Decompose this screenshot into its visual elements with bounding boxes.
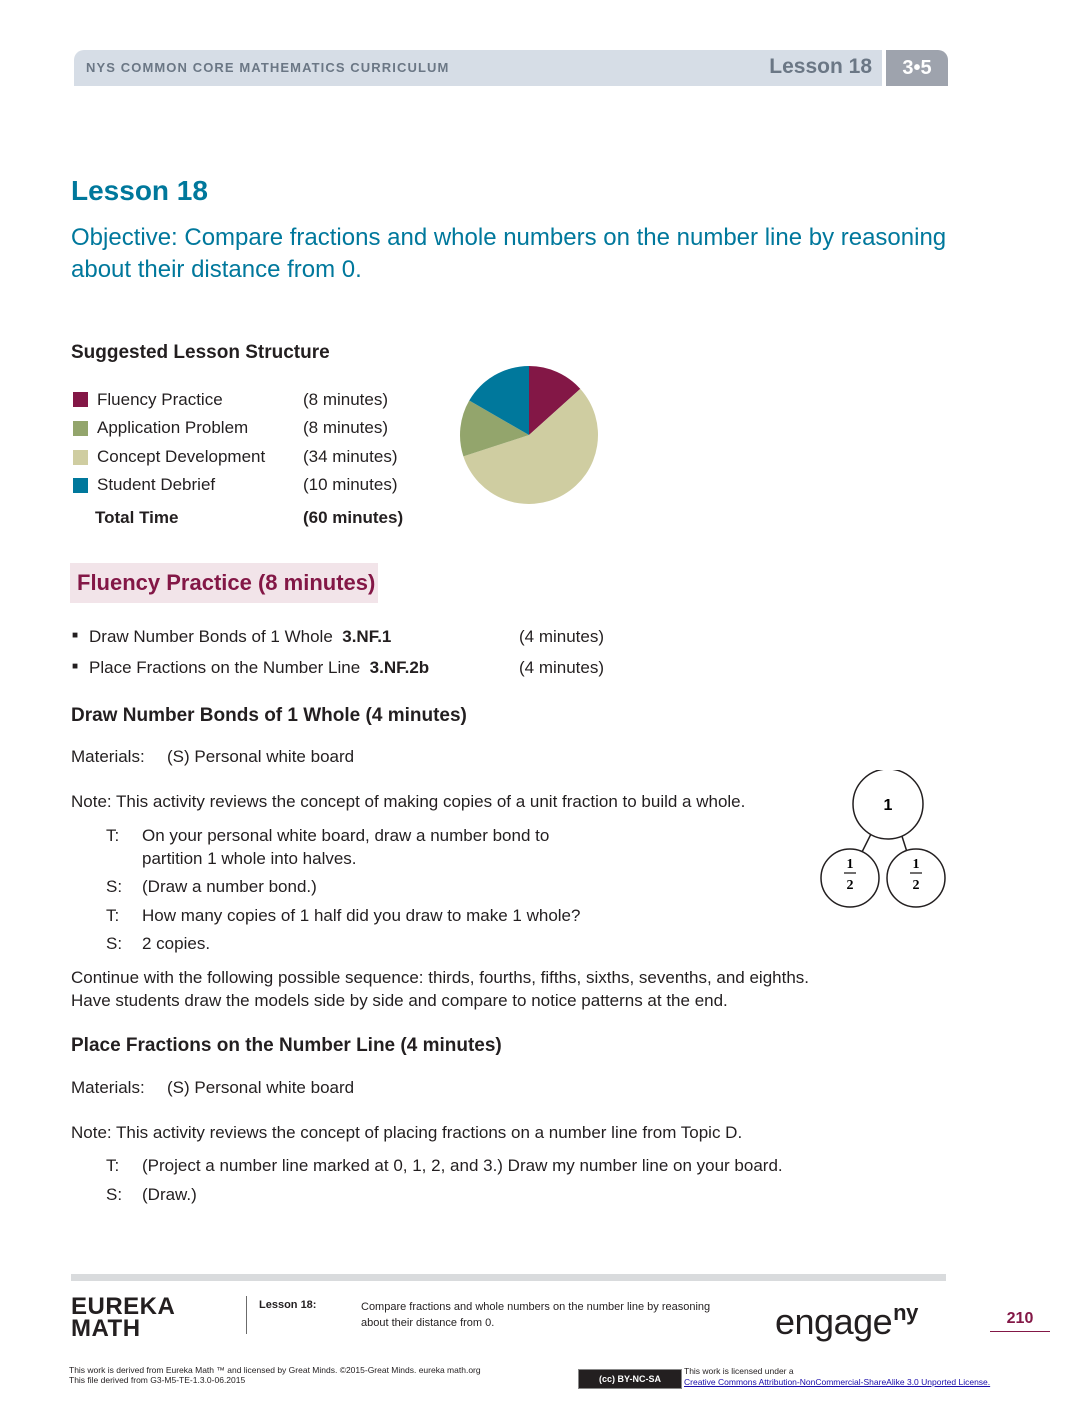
structure-heading: Suggested Lesson Structure xyxy=(71,342,330,363)
fraction-denominator: 2 xyxy=(846,878,854,893)
dialog-line: (Project a number line marked at 0, 1, 2, and 3.) Draw my number line on your board. xyxy=(142,1156,783,1175)
materials-label: Materials: xyxy=(71,1078,145,1097)
logo-line: MATH xyxy=(71,1315,141,1342)
note-text: Note: This activity reviews the concept of making copies of a unit fraction to build a whole. xyxy=(71,792,746,811)
total-time-value: (60 minutes) xyxy=(303,508,404,527)
license-line: This file derived from G3-M5-TE-1.3.0-06.2015 xyxy=(69,1375,246,1385)
footer-separator xyxy=(246,1296,247,1334)
whole-value: 1 xyxy=(883,797,893,814)
license-line: This work is licensed under a xyxy=(684,1366,794,1376)
materials-value: (S) Personal white board xyxy=(167,747,355,766)
speaker-label: S: xyxy=(106,1185,123,1204)
section-heading: Draw Number Bonds of 1 Whole (4 minutes) xyxy=(71,705,467,726)
section-heading: Place Fractions on the Number Line (4 minutes) xyxy=(71,1035,502,1056)
fraction-denominator: 2 xyxy=(912,878,920,893)
header-lesson: Lesson 18 xyxy=(769,55,872,78)
dialog-line: (Draw a number bond.) xyxy=(142,877,317,896)
fraction-numerator: 1 xyxy=(912,857,920,872)
dialog-line: partition 1 whole into halves. xyxy=(142,849,357,868)
component-minutes: (34 minutes) xyxy=(303,447,398,466)
legend-swatch-concept xyxy=(73,450,88,465)
component-minutes: (8 minutes) xyxy=(303,418,389,437)
component-name: Fluency Practice xyxy=(97,390,223,409)
component-name: Student Debrief xyxy=(97,475,216,494)
ny-text: ny xyxy=(893,1300,918,1325)
cc-license-badge: (cc) BY-NC-SA xyxy=(578,1369,682,1389)
activity-item xyxy=(89,658,429,678)
speaker-label: T: xyxy=(106,1156,120,1175)
lesson-structure-pie-chart xyxy=(458,364,600,506)
footer-lesson-label: Lesson 18: xyxy=(259,1299,317,1311)
continue-text: Continue with the following possible sequence: thirds, fourths, fifths, sixths, sevenths, and eighths. xyxy=(71,968,810,987)
component-name: Concept Development xyxy=(97,447,266,466)
component-minutes: (10 minutes) xyxy=(303,475,398,494)
note-text: Note: This activity reviews the concept of placing fractions on a number line from Topic D. xyxy=(71,1123,743,1142)
module-badge: 3•5 xyxy=(886,50,948,86)
component-minutes: (8 minutes) xyxy=(303,390,389,409)
objective: Objective: Compare fractions and whole numbers on the number line by reasoning about their distance from 0. xyxy=(71,224,947,283)
footer-divider xyxy=(71,1274,946,1281)
dialog-line: On your personal white board, draw a number bond to xyxy=(142,826,550,845)
materials-value: (S) Personal white board xyxy=(167,1078,355,1097)
activity-standard: 3.NF.1 xyxy=(342,627,392,646)
activity-name: Place Fractions on the Number Line xyxy=(89,658,361,677)
dialog-line: 2 copies. xyxy=(142,934,211,953)
engage-text: engage xyxy=(775,1301,893,1342)
license-link[interactable]: Creative Commons Attribution-NonCommercial-ShareAlike 3.0 Unported License. xyxy=(684,1377,991,1387)
license-left xyxy=(69,1365,569,1385)
eureka-math-logo xyxy=(71,1293,176,1342)
component-name: Application Problem xyxy=(97,418,249,437)
activity-minutes: (4 minutes) xyxy=(519,627,605,646)
speaker-label: T: xyxy=(106,826,120,845)
license-right xyxy=(684,1366,1044,1388)
curriculum-name: NYS COMMON CORE MATHEMATICS CURRICULUM xyxy=(86,60,450,75)
legend-swatch-debrief xyxy=(73,478,88,493)
legend-swatch-fluency xyxy=(73,392,88,407)
square-bullet-icon: ■ xyxy=(72,630,79,641)
fraction-numerator: 1 xyxy=(846,857,854,872)
activity-minutes: (4 minutes) xyxy=(519,658,605,677)
activity-item xyxy=(89,627,391,647)
engageny-logo xyxy=(775,1300,918,1343)
continue-text: Have students draw the models side by side and compare to notice patterns at the end. xyxy=(71,991,728,1010)
license-line: This work is derived from Eureka Math ™ and licensed by Great Minds. ©2015-Great Minds. eureka math.org xyxy=(69,1365,481,1375)
dialog-line: How many copies of 1 half did you draw to make 1 whole? xyxy=(142,906,581,925)
total-time-label: Total Time xyxy=(95,508,179,527)
activity-standard: 3.NF.2b xyxy=(369,658,430,677)
speaker-label: S: xyxy=(106,877,123,896)
legend-swatch-application xyxy=(73,421,88,436)
speaker-label: S: xyxy=(106,934,123,953)
page-number: 210 xyxy=(1006,1310,1034,1327)
fluency-heading: Fluency Practice (8 minutes) xyxy=(77,570,376,595)
dialog-line: (Draw.) xyxy=(142,1185,197,1204)
speaker-label: T: xyxy=(106,906,120,925)
logo-line: EUREKA xyxy=(71,1293,176,1320)
page-number-underline xyxy=(990,1331,1050,1332)
footer-lesson-text: Compare fractions and whole numbers on the number line by reasoning about their distance from 0. xyxy=(361,1301,711,1329)
page-title: Lesson 18 xyxy=(71,175,208,206)
materials-label: Materials: xyxy=(71,747,145,766)
number-bond-diagram xyxy=(815,770,950,910)
square-bullet-icon: ■ xyxy=(72,661,79,672)
activity-name: Draw Number Bonds of 1 Whole xyxy=(89,627,333,646)
